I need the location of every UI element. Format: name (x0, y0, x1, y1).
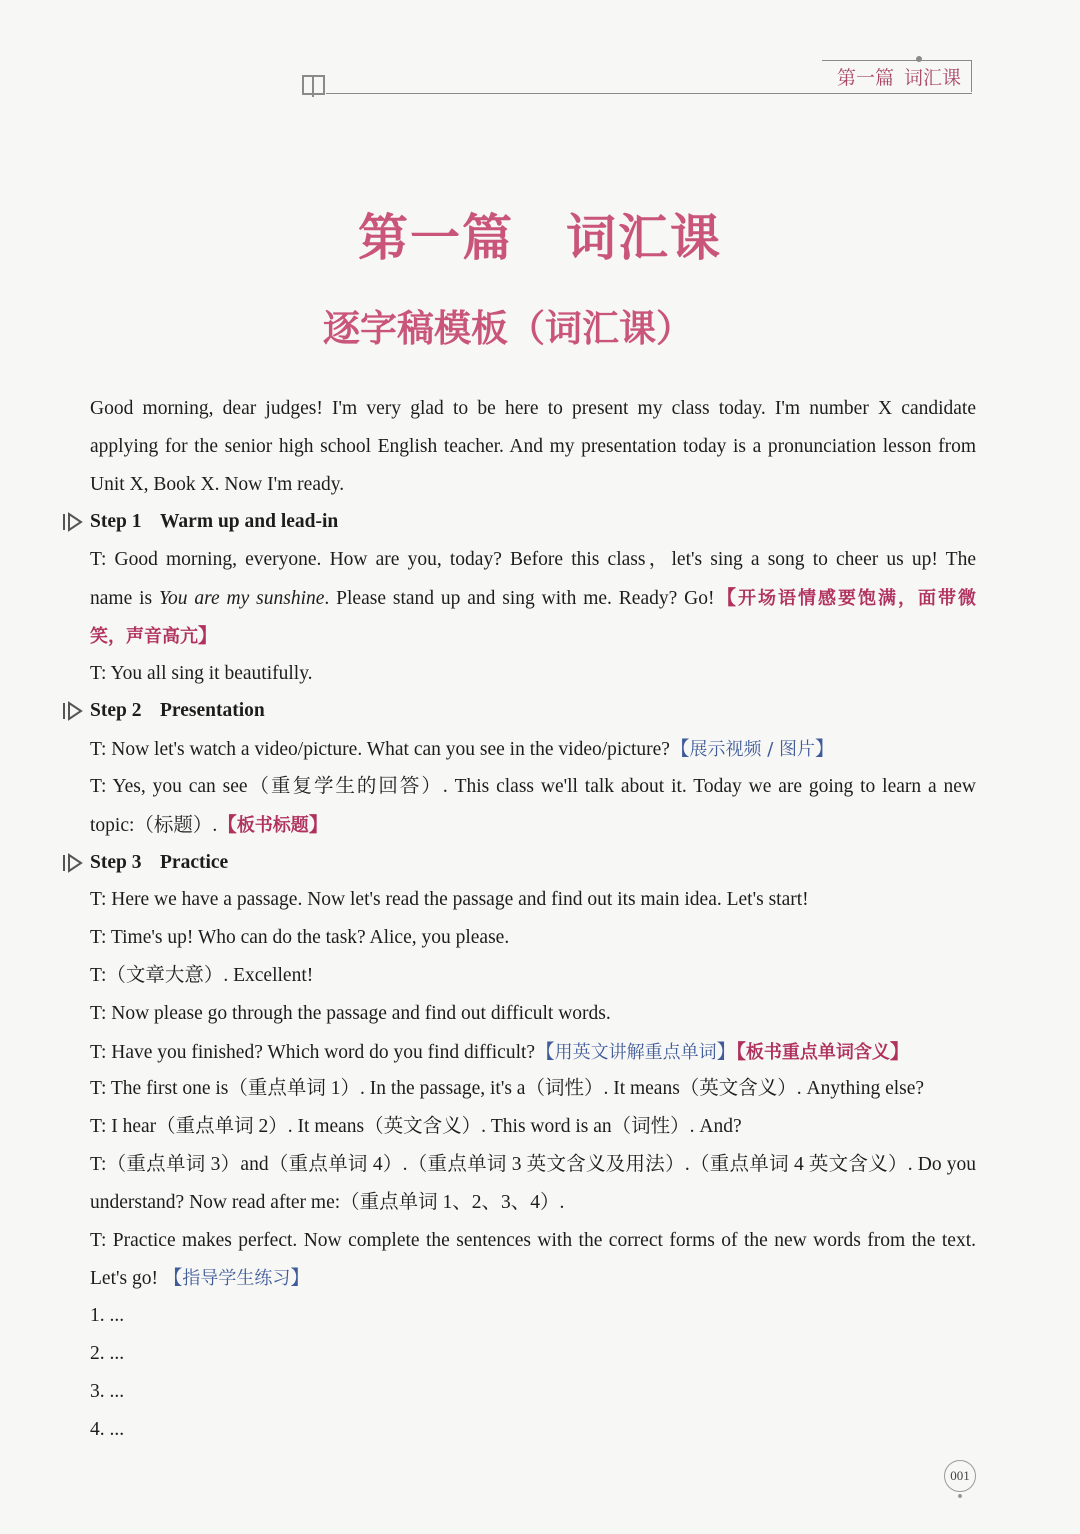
lesson-script (90, 390, 976, 1448)
step-3-label: Step 3 (90, 851, 142, 873)
step-2-text: T: Now let's watch a video/picture. What can you see in the video/picture? (90, 739, 670, 761)
bracket-open: 【 (162, 1266, 183, 1290)
step-arrow-icon (62, 853, 84, 873)
step-3-line-3: T:（文章大意）. Excellent! (90, 964, 314, 986)
step-3-line-7: T: I hear（重点单词 2）. It means（英文含义）. This word is an（词性）. And? (90, 1116, 742, 1138)
bracket-close: 】 (889, 1039, 910, 1063)
header-part: 第一篇 (836, 67, 894, 89)
song-title: You are my sunshine (158, 587, 325, 609)
step-3-line-9: understand? Now read after me:（重点单词 1、2、3、4）. (90, 1191, 565, 1213)
bracket-open: 【 (535, 1039, 555, 1063)
action-note: 指导学生练习 (182, 1268, 291, 1290)
step-1-heading (90, 503, 976, 541)
bracket-close: 】 (198, 623, 218, 647)
teacher-note: 笑，声音高亢 (90, 625, 198, 647)
page-title (0, 198, 1080, 270)
board-note: 板书标题 (236, 814, 309, 836)
step-1-title: Warm up and lead-in (160, 511, 339, 533)
bracket-close: 】 (814, 737, 835, 761)
intro-line-1: Good morning, dear judges! I'm very glad to be here to present my class today. I'm number X candidate (90, 398, 976, 419)
step-3-text: Let's go! (90, 1268, 158, 1290)
header-rule (326, 93, 972, 94)
step-3-line-6: T: The first one is（重点单词 1）. In the passage, it's a（词性）. It means（英文含义）. Anything else? (90, 1078, 925, 1100)
bracket-close: 】 (290, 1266, 310, 1290)
exercise-item-4: 4. ... (90, 1418, 125, 1440)
header-section-label (822, 60, 972, 92)
bracket-open: 【 (714, 585, 738, 609)
step-2-title: Presentation (160, 700, 265, 722)
page-number-dot (958, 1494, 962, 1498)
bracket-open: 【 (736, 1039, 746, 1063)
book-icon (300, 72, 328, 98)
step-1-text: name is (90, 587, 159, 609)
bracket-close: 】 (308, 812, 329, 836)
action-note: 展示视频 / 图片 (689, 739, 815, 761)
step-1-line-3 (90, 617, 976, 655)
step-arrow-icon (62, 701, 84, 721)
step-2-line-1 (90, 730, 976, 768)
step-1-label: Step 1 (90, 511, 142, 533)
page-header (0, 0, 1080, 110)
step-2-label: Step 2 (90, 700, 142, 722)
bracket-open: 【 (217, 812, 237, 836)
title-course: 词汇课 (566, 209, 722, 267)
step-3-line-10: T: Practice makes perfect. Now complete the sentences with the correct forms of the new words from the text. (90, 1229, 976, 1251)
action-note: 用英文讲解重点单词 (554, 1041, 717, 1063)
step-1-line-4: T: You all sing it beautifully. (90, 662, 313, 684)
step-2-text: topic:（标题）. (90, 814, 218, 836)
intro-line-3: Unit X, Book X. Now I'm ready. (90, 473, 345, 495)
step-arrow-icon (62, 512, 84, 532)
bracket-close: 】 (716, 1039, 737, 1063)
bracket-open: 【 (669, 737, 690, 761)
page-subtitle: 逐字稿模板（词汇课） (323, 307, 693, 350)
board-note: 板书重点单词含义 (745, 1041, 890, 1063)
step-1-line-1: T: Good morning, everyone. How are you, today? Before this class，let's sing a song to cheer us up! The (90, 549, 976, 571)
step-3-heading (90, 844, 976, 882)
step-3-title: Practice (160, 851, 229, 873)
page-number: 001 (944, 1460, 976, 1492)
exercise-item-1: 1. ... (90, 1305, 125, 1327)
teacher-note: 开场语情感要饱满，面带微 (738, 587, 976, 609)
step-2-heading (90, 692, 976, 730)
exercise-item-3: 3. ... (90, 1380, 125, 1402)
step-1-text: . Please stand up and sing with me. Ready? Go! (324, 587, 715, 609)
step-2-line-2: T: Yes, you can see（重复学生的回答）. This class we'll talk about it. Today we are going to learn a new (90, 775, 976, 797)
step-1-line-2 (90, 579, 976, 617)
step-2-line-3 (90, 806, 976, 844)
step-3-line-5 (90, 1033, 976, 1071)
intro-line-2: applying for the senior high school English teacher. And my presentation today is a pronunciation lesson from (90, 435, 976, 457)
step-3-line-11 (90, 1259, 976, 1297)
exercise-item-2: 2. ... (90, 1342, 125, 1364)
step-3-line-4: T: Now please go through the passage and find out difficult words. (90, 1002, 611, 1024)
step-3-line-8: T:（重点单词 3）and（重点单词 4）.（重点单词 3 英文含义及用法）.（重点单词 4 英文含义）. Do you (90, 1153, 976, 1175)
title-part: 第一篇 (358, 209, 514, 267)
header-course: 词汇课 (903, 67, 961, 89)
step-3-line-2: T: Time's up! Who can do the task? Alice, you please. (90, 927, 510, 949)
step-3-line-1: T: Here we have a passage. Now let's read the passage and find out its main idea. Let's start! (90, 889, 809, 911)
step-3-text: T: Have you finished? Which word do you find difficult? (90, 1041, 536, 1063)
